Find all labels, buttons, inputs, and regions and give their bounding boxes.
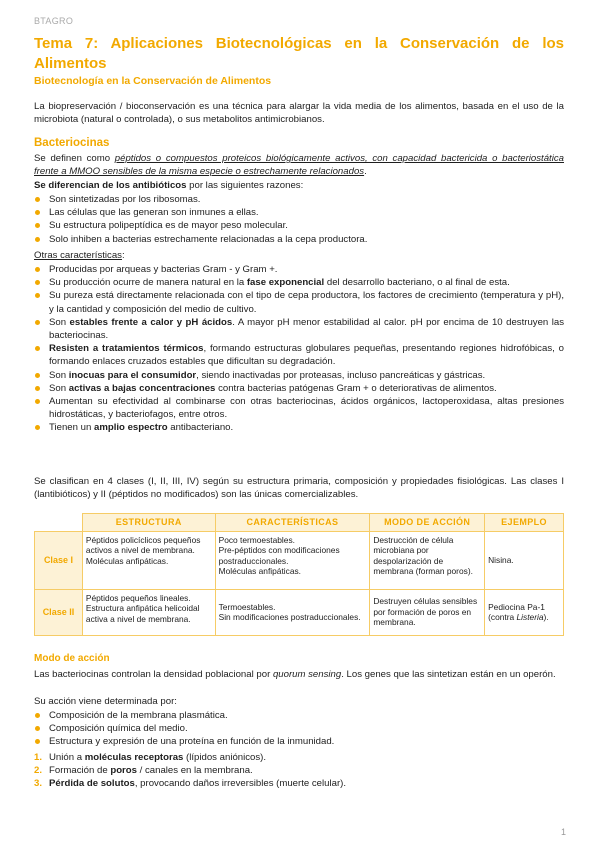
list-item-bold: activas a bajas concentraciones [68,382,216,394]
table-cell: Poco termoestables. Pre-péptidos con modificaciones postraduccionales. Moléculas anfipáticas. [215,531,370,589]
bullet-icon [35,280,40,285]
list-item-text: Composición química del medio. [49,723,188,735]
definition-prefix: Se definen como [34,153,115,164]
list-item-bold: fase exponencial [246,277,325,289]
definition-suffix: . [364,166,367,178]
other-features-colon: : [121,250,125,261]
table-cell: Destrucción de célula microbiana por despolarización de membrana (forman poros). [370,531,485,589]
definition-text: péptidos o compuestos proteicos biológicamente activos, con capacidad bactericida o bacteriostática frente a MMOO sensibles de la misma especie o estrechamente relacionados [34,153,564,178]
table-cell [485,589,564,635]
list-item-text: Son [49,382,69,394]
list-item-bold: inocuas para el consumidor [68,369,197,381]
bullet-icon [35,373,40,378]
list-item-text: Las células que las generan son inmunes a ellas. [49,207,259,219]
list-item-text: Composición de la membrana plasmática. [49,710,228,721]
page-title: Tema 7: Aplicaciones Biotecnológicas en la Conservación de los Alimentos [34,35,564,72]
differences-rest: por las siguientes razones: [186,180,304,191]
list-item-bold: amplio espectro [93,422,168,434]
page-subtitle: Biotecnología en la Conservación de Alimentos [34,75,272,87]
classification-paragraph: Se clasifican en 4 clases (I, II, III, IV) según su estructura primaria, composición y propiedades fisiológicas. Las clases I (lantibióticos) y II (péptidos no modificados) son las únicas comercializables. [34,476,564,501]
list-item-text: Producidas por arqueas y bacterias Gram - y Gram +. [49,264,278,275]
bullet-icon [35,237,40,242]
list-item-text: Son [49,316,70,328]
list-item-text: Estructura y expresión de una proteína en función de la inmunidad. [49,736,335,748]
list-item-text: , siendo inactivadas por proteasas, incluso pancreáticas y gástricas. [196,369,486,381]
list-item-text: Su producción ocurre de manera natural en la [49,277,247,289]
list-item [34,395,564,421]
definition-paragraph [34,152,564,178]
bacteriocinas-heading: Bacteriocinas [34,137,110,149]
list-item-text: . A mayor pH menor estabilidad al calor. pH por encima de 10 destruyen las bacteriocinas. [49,316,564,342]
column-header: MODO DE ACCIÓN [370,514,485,532]
bullet-icon [35,320,40,325]
bullet-icon [35,713,40,718]
list-item-text: , provocando daños irreversibles (muerte celular). [134,778,346,790]
list-item-text: Aumentan su efectividad al combinarse con otras bacteriocinas, ácidos orgánicos, lactoperoxidasa, altas presiones hidrostáticas, y bacteriofagos, entre otros. [49,396,564,421]
document-header: BTAGRO [34,16,74,26]
differences-intro [34,179,564,192]
list-item [34,342,564,368]
list-item [34,263,564,276]
column-header: EJEMPLO [485,514,564,532]
paragraph-text: Las bacteriocinas controlan la densidad poblacional por [34,669,273,680]
step-number: 2. [34,765,43,777]
classes-table [34,513,564,636]
table-cell: Termoestables. Sin modificaciones postraduccionales. [215,589,370,635]
list-item-text: Unión a [49,752,85,763]
list-item [34,735,564,748]
determinants-list [34,709,564,749]
table-row [35,589,564,635]
table-cell: Péptidos pequeños lineales. Estructura anfipática helicoidal activa a nivel de membrana. [82,589,215,635]
list-item [34,316,564,342]
determined-by-paragraph: Su acción viene determinada por: [34,696,177,707]
list-item [34,289,564,315]
differences-list [34,193,564,246]
list-item [34,764,564,777]
bullet-icon [35,293,40,298]
table-header-row [35,514,564,532]
bullet-icon [35,726,40,731]
list-item-text: Tienen un [49,422,94,434]
list-item-bold: Pérdida de solutos [49,778,135,790]
list-item-bold: Resisten a tratamientos térmicos [49,343,204,355]
bullet-icon [35,739,40,744]
column-header: CARACTERÍSTICAS [215,514,370,532]
bullet-icon [35,399,40,404]
modo-accion-heading: Modo de acción [34,653,110,664]
bullet-icon [35,267,40,272]
list-item-text: Su pureza está directamente relacionada con el tipo de cepa productora, los factores de crecimiento (temperatura y pH), y la cantidad y composición del medio de cultivo. [49,290,564,315]
bullet-icon [35,210,40,215]
table-cell: Nisina. [485,531,564,589]
table-cell: Destruyen células sensibles por formación de poros en membrana. [370,589,485,635]
list-item [34,276,564,289]
example-text: Pediocina Pa-1 (contra [488,601,545,623]
list-item-text: , formando estructuras globulares pequeñas, presentando regiones hidrofóbicas, o formando enlaces cruzados estables que dificultan su degradación. [49,343,564,368]
list-item-text: Formación de [49,765,111,777]
list-item-text: Su estructura polipeptídica es de mayor peso molecular. [49,220,288,232]
steps-list [34,751,564,791]
modo-accion-paragraph [34,668,564,681]
list-item-text: antibacteriano. [167,422,234,434]
list-item-text: Son sintetizadas por los ribosomas. [49,194,201,205]
list-item-text: / canales en la membrana. [136,765,253,777]
bullet-icon [35,223,40,228]
list-item-text: Solo inhiben a bacterias estrechamente relacionadas a la cepa productora. [49,233,368,245]
list-item-text: del desarrollo bacteriano, o al final de esta. [324,277,510,289]
other-features-text: Otras características [34,250,122,261]
list-item-bold: poros [110,765,137,777]
list-item [34,709,564,722]
differences-bold: Se diferencian de los antibióticos [34,180,187,191]
row-header: Clase I [35,531,83,589]
page-number: 1 [560,827,566,837]
list-item-text: contra bacterias patógenas Gram + o deteriorativas de alimentos. [215,382,497,394]
bullet-icon [35,425,40,430]
bullet-icon [35,346,40,351]
other-features-list [34,263,564,435]
column-header: ESTRUCTURA [82,514,215,532]
table-cell: Péptidos policíclicos pequeños activos a nivel de membrana. Moléculas anfipáticas. [82,531,215,589]
list-item-bold: moléculas receptoras [84,752,184,763]
row-header: Clase II [35,589,83,635]
list-item [34,206,564,219]
bullet-icon [35,197,40,202]
example-suffix: ). [543,612,549,623]
other-features-label [34,249,564,262]
list-item [34,382,564,395]
list-item-text: (lípidos aniónicos). [183,752,267,763]
list-item-text: Son [49,369,69,381]
list-item [34,233,564,246]
bullet-icon [35,386,40,391]
list-item-bold: estables frente a calor y pH ácidos [69,316,233,328]
table-corner [35,514,83,532]
step-number: 3. [34,778,43,790]
list-item [34,421,564,434]
list-item [34,193,564,206]
step-number: 1. [34,752,43,763]
list-item [34,369,564,382]
list-item [34,722,564,735]
table-row [35,531,564,589]
list-item [34,777,564,790]
list-item [34,219,564,232]
list-item [34,751,564,764]
example-italic: Listeria [516,612,544,623]
paragraph-italic: quorum sensing [272,669,342,680]
intro-paragraph: La biopreservación / bioconservación es una técnica para alargar la vida media de los alimentos, basada en el uso de la microbiota (natural o controlada), o sus metabolitos antimicrobianos. [34,101,564,126]
paragraph-text: . Los genes que las sintetizan están en un operón. [341,669,556,680]
